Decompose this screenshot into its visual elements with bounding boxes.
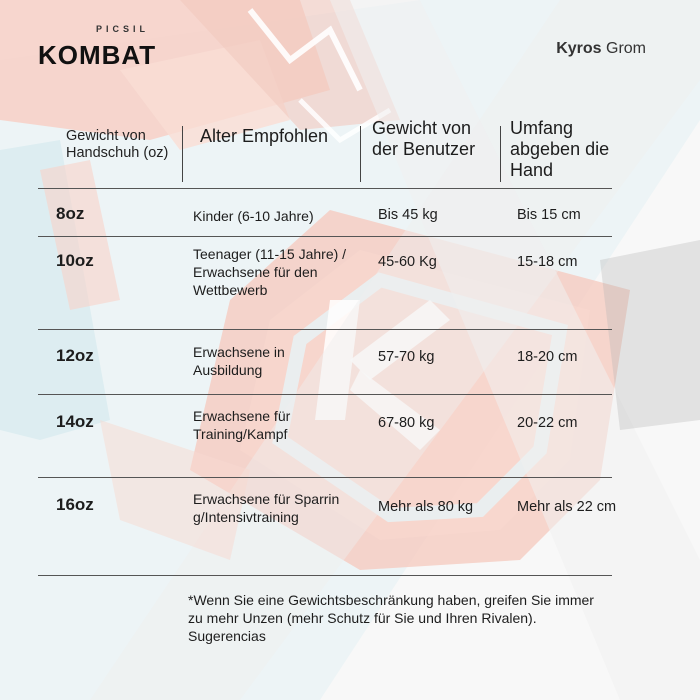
row-8oz-hand: Bis 15 cm (517, 207, 581, 223)
row-divider (38, 394, 612, 395)
header-divider (182, 126, 183, 182)
footnote: *Wenn Sie eine Gewichtsbeschränkung haben, greifen Sie immer zu mehr Unzen (mehr Schutz für Sie und Ihren Rivalen). Sugerencias (188, 592, 594, 645)
row-10oz-weight: 10oz (56, 251, 94, 270)
brand-sub-text: PICSIL (96, 24, 150, 34)
row-12oz-user: 57-70 kg (378, 349, 435, 365)
row-divider (38, 477, 612, 478)
row-16oz-user: Mehr als 80 kg (378, 499, 474, 515)
size-table (38, 0, 617, 700)
header-divider (500, 126, 501, 182)
product-name-bold: Kyros (556, 40, 602, 57)
row-14oz-weight: 14oz (56, 412, 94, 431)
row-divider (38, 188, 612, 189)
row-12oz-age: Erwachsene in Ausbildung (193, 344, 285, 379)
header-user-weight: Gewicht von der Benutzer (372, 118, 476, 160)
row-12oz-weight: 12oz (56, 346, 94, 365)
product-name-rest: Grom (601, 40, 646, 57)
row-divider (38, 329, 612, 330)
row-16oz-age: Erwachsene für Sparring/Intensivtraining (193, 491, 340, 526)
header-hand-size: Umfang abgeben die Hand (510, 118, 610, 181)
row-14oz-age: Erwachsene für Training/Kampf (193, 408, 291, 443)
row-8oz-user: Bis 45 kg (378, 207, 438, 223)
row-8oz-weight: 8oz (56, 204, 85, 223)
row-10oz-age: Teenager (11-15 Jahre) / Erwachsene für den Wettbewerb (193, 246, 347, 299)
row-10oz-hand: 15-18 cm (517, 254, 578, 270)
row-16oz-hand: Mehr als 22 cm (517, 499, 617, 515)
header-glove-weight: Gewicht von Handschuh (oz) (66, 128, 169, 162)
row-12oz-hand: 18-20 cm (517, 349, 578, 365)
header-age: Alter Empfohlen (200, 126, 329, 146)
brand-main-text: KOMBAT (38, 40, 157, 70)
row-8oz-age: Kinder (6-10 Jahre) (193, 208, 314, 224)
row-10oz-user: 45-60 Kg (378, 254, 437, 270)
row-divider (38, 236, 612, 237)
row-divider (38, 575, 612, 576)
row-14oz-user: 67-80 kg (378, 415, 435, 431)
row-14oz-hand: 20-22 cm (517, 415, 578, 431)
header-divider (360, 126, 361, 182)
row-16oz-weight: 16oz (56, 495, 94, 514)
